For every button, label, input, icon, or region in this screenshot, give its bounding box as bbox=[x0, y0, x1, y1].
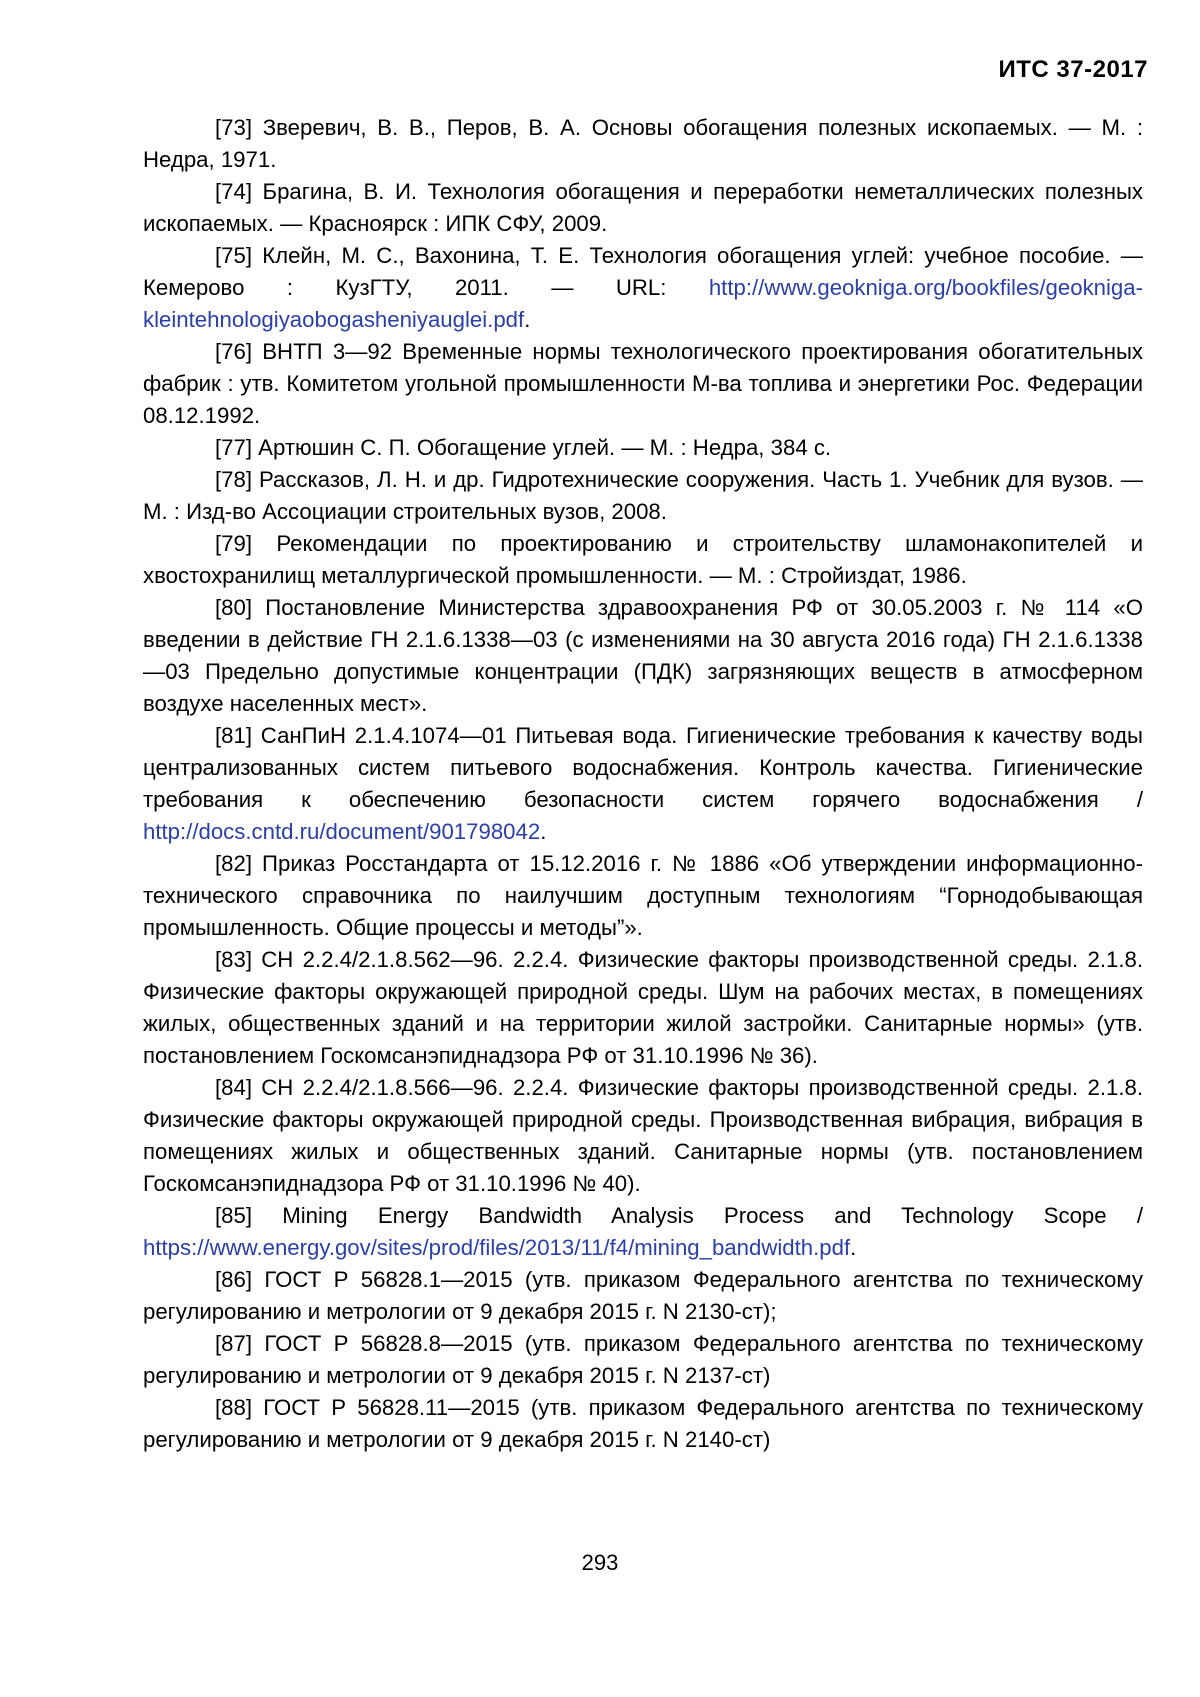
reference-item bbox=[143, 176, 1143, 240]
reference-text: [86] ГОСТ Р 56828.1—2015 (утв. приказом Федерального агентства по техническому регулированию и метрологии от 9 декабря 2015 г. N 2130-ст); bbox=[143, 1267, 1143, 1324]
reference-item bbox=[143, 528, 1143, 592]
reference-link[interactable]: https://www.energy.gov/sites/prod/files/2013/11/f4/mining_bandwidth.pdf bbox=[143, 1235, 850, 1260]
reference-item bbox=[143, 1200, 1143, 1264]
reference-text: [81] СанПиН 2.1.4.1074—01 Питьевая вода. Гигиенические требования к качеству воды централизованных систем питьевого водоснабжения. Контроль качества. Гигиенические требования к обеспечению безопасности систем горячего водоснабжения / bbox=[143, 723, 1143, 812]
reference-text: [80] Постановление Министерства здравоохранения РФ от 30.05.2003 г. № 114 «О введении в действие ГН 2.1.6.1338—03 (с изменениями на 30 августа 2016 года) ГН 2.1.6.1338—03 Предельно допустимые концентрации (ПДК) загрязняющих веществ в атмосферном воздухе населенных мест». bbox=[143, 595, 1143, 716]
reference-text: [78] Рассказов, Л. Н. и др. Гидротехнические сооружения. Часть 1. Учебник для вузов. — М. : Изд-во Ассоциации строительных вузов, 2008. bbox=[143, 467, 1143, 524]
reference-text: [84] СН 2.2.4/2.1.8.566—96. 2.2.4. Физические факторы производственной среды. 2.1.8. Физические факторы окружающей природной среды. Производственная вибрация, вибрация в помещениях жилых и общественных зданий. Санитарные нормы (утв. постановлением Госкомсанэпиднадзора РФ от 31.10.1996 № 40). bbox=[143, 1075, 1143, 1196]
reference-item bbox=[143, 464, 1143, 528]
reference-tail: . bbox=[850, 1235, 856, 1260]
reference-tail: . bbox=[540, 819, 546, 844]
reference-item bbox=[143, 1264, 1143, 1328]
reference-item bbox=[143, 336, 1143, 432]
reference-text: [76] ВНТП 3—92 Временные нормы технологического проектирования обогатительных фабрик : утв. Комитетом угольной промышленности М-ва топлива и энергетики Рос. Федерации 08.12.1992. bbox=[143, 339, 1143, 428]
reference-text: [79] Рекомендации по проектированию и строительству шламонакопителей и хвостохранилищ металлургической промышленности. — М. : Стройиздат, 1986. bbox=[143, 531, 1143, 588]
page-number: 293 bbox=[0, 1550, 1200, 1576]
document-code: ИТС 37-2017 bbox=[999, 56, 1149, 84]
reference-text: [73] Зверевич, В. В., Перов, В. А. Основы обогащения полезных ископаемых. — М. : Недра, 1971. bbox=[143, 115, 1143, 172]
reference-item bbox=[143, 592, 1143, 720]
reference-tail: . bbox=[524, 307, 530, 332]
reference-item bbox=[143, 432, 1143, 464]
reference-text: [77] Артюшин С. П. Обогащение углей. — М. : Недра, 384 с. bbox=[215, 435, 831, 460]
reference-text: [74] Брагина, В. И. Технология обогащения и переработки неметаллических полезных ископаемых. — Красноярск : ИПК СФУ, 2009. bbox=[143, 179, 1143, 236]
reference-text: [88] ГОСТ Р 56828.11—2015 (утв. приказом Федерального агентства по техническому регулированию и метрологии от 9 декабря 2015 г. N 2140-ст) bbox=[143, 1395, 1143, 1452]
reference-text: [83] СН 2.2.4/2.1.8.562—96. 2.2.4. Физические факторы производственной среды. 2.1.8. Физические факторы окружающей природной среды. Шум на рабочих местах, в помещениях жилых, общественных зданий и на территории жилой застройки. Санитарные нормы» (утв. постановлением Госкомсанэпиднадзора РФ от 31.10.1996 № 36). bbox=[143, 947, 1143, 1068]
reference-item bbox=[143, 720, 1143, 848]
reference-list bbox=[143, 112, 1143, 1456]
reference-item bbox=[143, 944, 1143, 1072]
reference-item bbox=[143, 112, 1143, 176]
reference-item bbox=[143, 240, 1143, 336]
reference-item bbox=[143, 1328, 1143, 1392]
reference-item bbox=[143, 1072, 1143, 1200]
reference-item bbox=[143, 848, 1143, 944]
reference-text: [85] Mining Energy Bandwidth Analysis Process and Technology Scope / bbox=[215, 1203, 1143, 1228]
reference-text: [75] Клейн, М. С., Вахонина, Т. Е. Технология обогащения углей: учебное пособие. — Кемерово : КузГТУ, 2011. — URL: bbox=[143, 243, 1143, 300]
reference-text: [87] ГОСТ Р 56828.8—2015 (утв. приказом Федерального агентства по техническому регулированию и метрологии от 9 декабря 2015 г. N 2137-ст) bbox=[143, 1331, 1143, 1388]
reference-item bbox=[143, 1392, 1143, 1456]
reference-text: [82] Приказ Росстандарта от 15.12.2016 г. № 1886 «Об утверждении информационно-технического справочника по наилучшим доступным технологиям “Горнодобывающая промышленность. Общие процессы и методы”». bbox=[143, 851, 1143, 940]
reference-link[interactable]: http://docs.cntd.ru/document/901798042 bbox=[143, 819, 540, 844]
reference-link[interactable]: http://www.geokniga.org/bookfiles/geokniga-kleintehnologiyaobogasheniyauglei.pdf bbox=[143, 275, 1143, 332]
